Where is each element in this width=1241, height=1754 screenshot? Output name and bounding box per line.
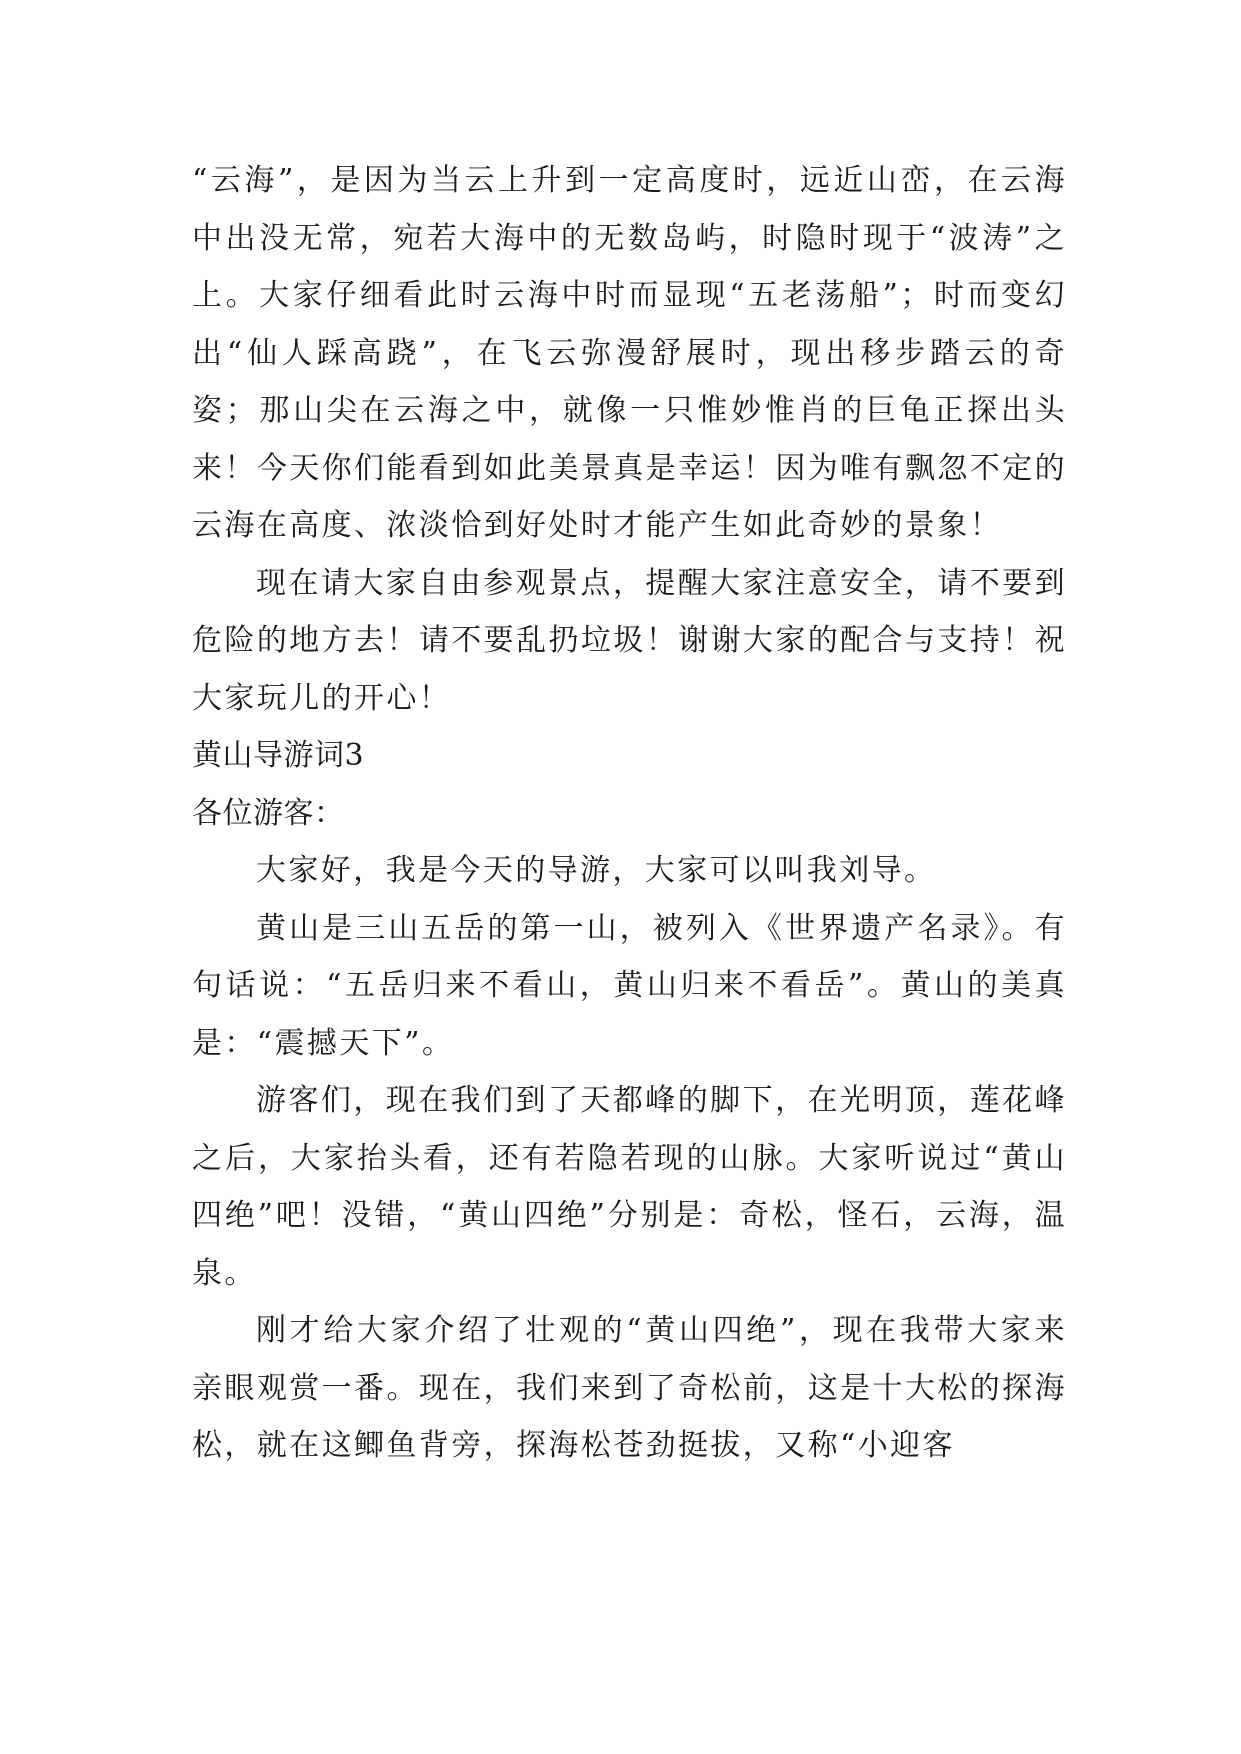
paragraph-safety-reminder: 现在请大家自由参观景点，提醒大家注意安全，请不要到危险的地方去！请不要乱扔垃圾！谢谢大家的配合与支持！祝大家玩儿的开心！ bbox=[192, 565, 1067, 716]
paragraph-four-wonders: 游客们，现在我们到了天都峰的脚下，在光明顶，莲花峰之后，大家抬头看，还有若隐若现的山脉。大家听说过“黄山四绝”吧！没错，“黄山四绝”分别是：奇松，怪石，云海，温泉。 bbox=[192, 1083, 1067, 1291]
paragraph-huangshan-first-mountain: 黄山是三山五岳的第一山，被列入《世界遗产名录》。有句话说：“五岳归来不看山，黄山归来不看岳”。黄山的美真是：“震撼天下”。 bbox=[192, 910, 1067, 1061]
paragraph-pine-viewing: 刚才给大家介绍了壮观的“黄山四绝”，现在我带大家来亲眼观赏一番。现在，我们来到了奇松前，这是十大松的探海松，就在这鲫鱼背旁，探海松苍劲挺拔，又称“小迎客 bbox=[192, 1313, 1067, 1463]
document-page bbox=[192, 152, 1067, 1475]
paragraph-sea-of-clouds: “云海”，是因为当云上升到一定高度时，远近山峦，在云海中出没无常，宛若大海中的无数岛屿，时隐时现于“波涛”之上。大家仔细看此时云海中时而显现“五老荡船”；时而变幻出“仙人踩高跷”，在飞云弥漫舒展时，现出移步踏云的奇姿；那山尖在云海之中，就像一只惟妙惟肖的巨龟正探出头来！今天你们能看到如此美景真是幸运！因为唯有飘忽不定的云海在高度、浓淡恰到好处时才能产生如此奇妙的景象！ bbox=[192, 163, 1067, 543]
section-title: 黄山导游词3 bbox=[192, 738, 365, 773]
paragraph-introduction: 大家好，我是今天的导游，大家可以叫我刘导。 bbox=[256, 853, 937, 888]
greeting: 各位游客： bbox=[192, 795, 345, 831]
